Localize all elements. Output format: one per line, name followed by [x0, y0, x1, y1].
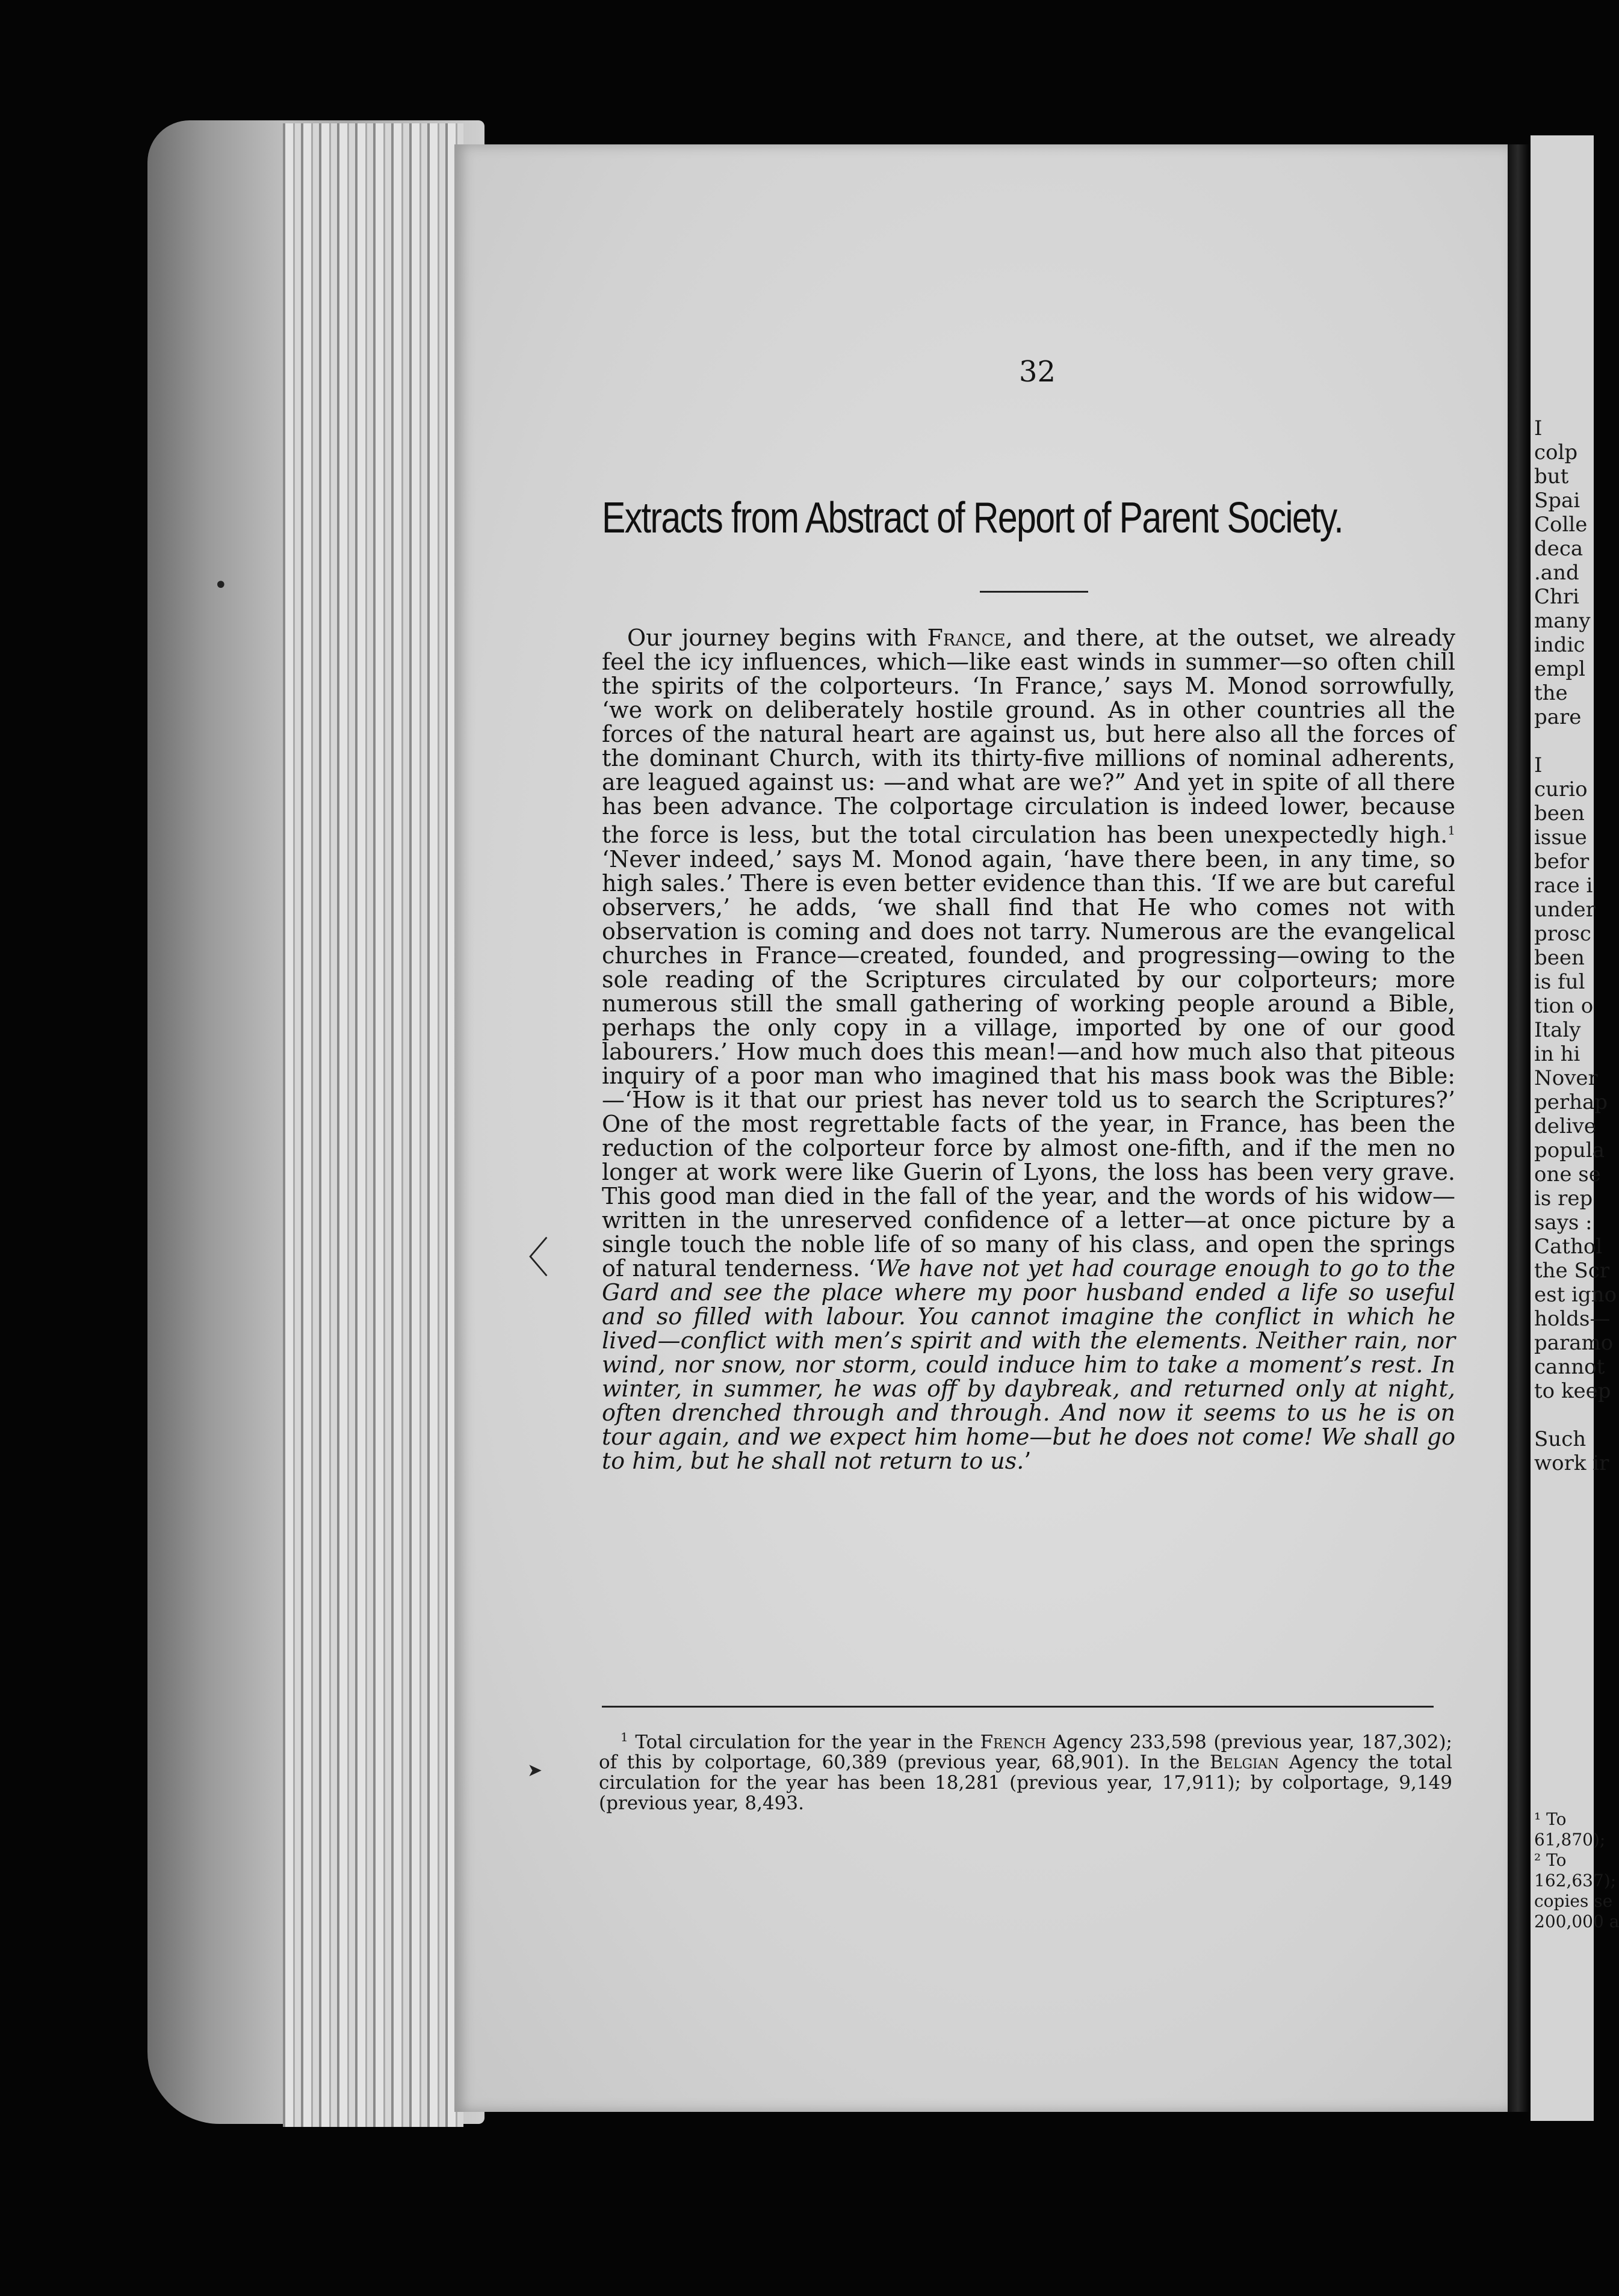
next-page-line: curio — [1534, 777, 1588, 801]
next-page-line: been — [1534, 801, 1585, 826]
next-page-line: Nover — [1534, 1066, 1598, 1090]
next-page-line: pare — [1534, 705, 1582, 729]
next-page-line: deca — [1534, 537, 1583, 561]
next-page-footnote-line: ² To — [1534, 1850, 1567, 1870]
next-page-line: Cathol — [1534, 1235, 1603, 1259]
next-page-line: in hi — [1534, 1042, 1580, 1066]
next-page-line: I — [1534, 416, 1543, 440]
next-page-line: popula — [1534, 1138, 1605, 1162]
next-page-line: cannot — [1534, 1355, 1605, 1379]
next-page-line: but — [1534, 464, 1569, 489]
next-page-line: Such — [1534, 1427, 1586, 1451]
next-page-footnote-line: copies se — [1534, 1891, 1613, 1911]
margin-bullet-mark: • — [214, 572, 228, 599]
body-text-1: Our journey begins with — [627, 625, 927, 651]
next-page-line: many — [1534, 609, 1591, 633]
page-number: 32 — [1019, 355, 1056, 389]
next-page-fragment — [1531, 135, 1619, 2121]
next-page-line: Spai — [1534, 489, 1580, 513]
body-text-3: ‘Never indeed,’ says M. Monod again, ‘have there been, in any time, so high sales.’ There is even better evidence than this. ‘If we are but careful observers,’ he adds, ‘we shall find that He who comes not with observation is coming and does not tarry. Numerous are the evangelical churches in France—created, founded, and progressing—owing to the sole reading of the Scriptures circulated by our colporteurs; more numerous still the small gathering of working people around a Bible, perhaps the only copy in a village, imported by one of our good labourers.’ How much does this mean!—and how much also that piteous inquiry of a poor man who imagined that his mass book was the Bible:—‘How is it that our priest has never told us to search the Scriptures?’ One of the most regrettable facts of the year, in France, has been the reduction of the colporteur force by almost one-fifth, and if the men no longer at work were like Guerin of Lyons, the loss has been very grave. This good man died in the fall of the year, and the words of his widow—written in the unreserved confidence of a letter—at once picture by a single touch the noble life of so many of his class, and open the springs of natural tenderness. ‘ — [602, 845, 1455, 1282]
next-page-footnote-line: ¹ To — [1534, 1809, 1567, 1829]
margin-arrow-mark: ➤ — [527, 1760, 543, 1781]
next-page-line: work ir — [1534, 1451, 1609, 1475]
body-paragraph — [602, 626, 1455, 1473]
next-page-line: been — [1534, 946, 1585, 970]
next-page-line: delive — [1534, 1114, 1596, 1138]
next-page-line: prosc — [1534, 922, 1591, 946]
next-page-line: the Scr — [1534, 1259, 1610, 1283]
next-page-line: says : — [1534, 1211, 1593, 1235]
footnote-rule — [602, 1706, 1434, 1708]
next-page-line: est igno — [1534, 1283, 1617, 1307]
margin-bracket-mark: 〈 — [507, 1233, 549, 1283]
next-page-footnote-line: 162,637); — [1534, 1871, 1617, 1890]
footnote-text-1: Total circulation for the year in the — [628, 1731, 980, 1753]
next-page-line: the — [1534, 681, 1568, 705]
next-page-line: to keep — [1534, 1379, 1611, 1403]
france-smallcaps: France — [927, 625, 1006, 651]
next-page-line: paramo — [1534, 1331, 1614, 1355]
next-page-line: .and — [1534, 561, 1579, 585]
next-page-line: race i — [1534, 874, 1593, 898]
footnote-ref: 1 — [1447, 823, 1455, 838]
body-text-2: , and there, at the outset, we already feel the icy influences, which—like east winds in summer—so often chill the spirits of the colporteurs. ‘In France,’ says M. Monod sorrowfully, ‘we work on deliberately hostile ground. As in other countries all the forces of the natural heart are against us, but here also all the forces of the dominant Church, with its thirty-five millions of nominal adherents, are leagued against us: —and what are we?” And yet in spite of all there has been advance. The colportage circulation is indeed lower, because the force is less, but the total circulation has been unexpectedly high. — [602, 625, 1455, 848]
next-page-footnote-line: 61,870); — [1534, 1830, 1606, 1850]
body-close-quote: ’ — [1024, 1447, 1032, 1474]
next-page-line: tion o — [1534, 994, 1594, 1018]
next-page-line: holds— — [1534, 1307, 1611, 1331]
next-page-footnote-line: 200,000 a — [1534, 1912, 1619, 1931]
next-page-line: one se — [1534, 1162, 1601, 1187]
next-page-line: befor — [1534, 850, 1590, 874]
next-page-line: Italy — [1534, 1018, 1581, 1042]
page-title: Extracts from Abstract of Report of Parent Society. — [602, 494, 1343, 542]
french-smallcaps: French — [980, 1731, 1047, 1753]
next-page-line: Colle — [1534, 513, 1588, 537]
widow-letter-quote: We have not yet had courage enough to go to the Gard and see the place where my poor husband ended a life so useful and so filled with labour. You cannot imagine the conflict in which he lived—conflict with men’s spirit and with the elements. Neither rain, nor wind, nor snow, nor storm, could induce him to take a moment’s rest. In winter, in summer, he was off by daybreak, and returned only at night, often drenched through and through. And now it seems to us he is on tour again, and we expect him home—but he does not come! We shall go to him, but he shall not return to us. — [602, 1254, 1455, 1474]
book-gutter — [1508, 144, 1531, 2112]
next-page-line: issue — [1534, 826, 1587, 850]
next-page-line: colp — [1534, 440, 1578, 464]
footnote — [599, 1727, 1452, 1813]
next-page-line: empl — [1534, 657, 1585, 681]
next-page-line: Chri — [1534, 585, 1580, 609]
next-page-line: I — [1534, 753, 1543, 777]
title-rule — [980, 591, 1088, 593]
footnote-number: 1 — [621, 1730, 628, 1744]
next-page-line: under — [1534, 898, 1596, 922]
footnote-text-2: Agency 233,598 (previous year, 187,302); of this by colportage, 60,389 (previous year, 68,901). In the — [599, 1731, 1452, 1774]
belgian-smallcaps: Belgian — [1210, 1751, 1279, 1774]
next-page-line: is rep — [1534, 1187, 1593, 1211]
next-page-line: is ful — [1534, 970, 1585, 994]
next-page-line: perhap — [1534, 1090, 1608, 1114]
footnote-text-3: Agency the total circulation for the year has been 18,281 (previous year, 17,911); by colportage, 9,149 (previous year, 8,493. — [599, 1751, 1452, 1815]
page-edges — [283, 123, 463, 2127]
next-page-line: indic — [1534, 633, 1585, 657]
